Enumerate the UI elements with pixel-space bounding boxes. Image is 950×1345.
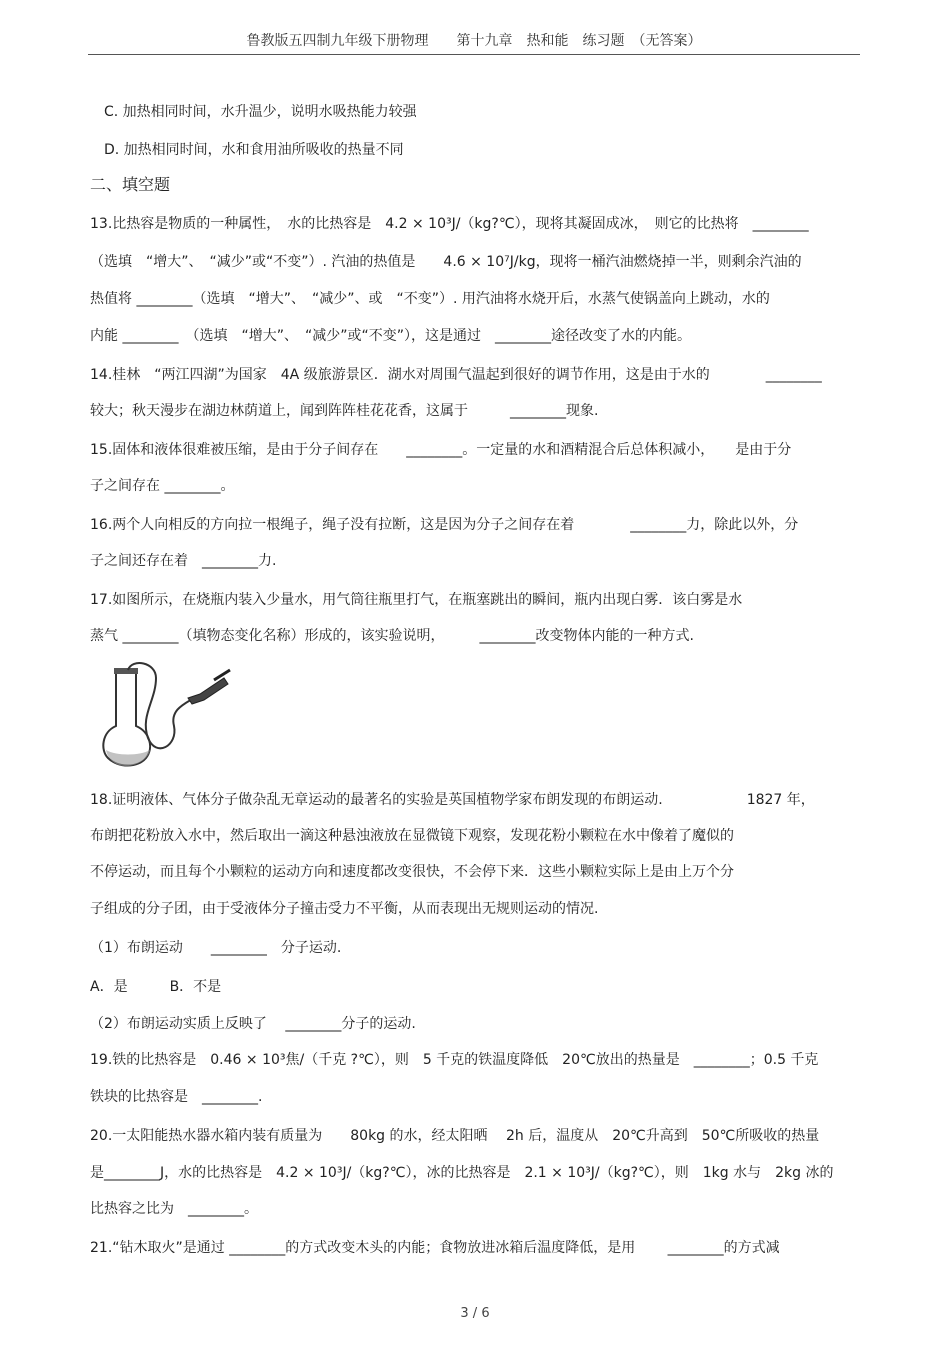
page-header: 鲁教版五四制九年级下册物理 第十九章 热和能 练习题 （无答案） (246, 33, 702, 49)
q13-line4: 内能 ________ （选填 “增大”、 “减少”或“不变”），这是通过 ________途径改变了水的内能。 (90, 328, 691, 344)
q18-line4: 子组成的分子团，由于受液体分子撞击受力不平衡，从而表现出无规则运动的情况. (90, 901, 599, 917)
q18-line3: 不停运动，而且每个小颗粒的运动方向和速度都改变很快，不会停下来．这些小颗粒实际上是由上万个分 (90, 864, 734, 880)
q18-line1: 18.证明液体、气体分子做杂乱无章运动的最著名的实验是英国植物学家布朗发现的布朗运动. 1827 年， (90, 792, 815, 808)
q16-line1: 16.两个人向相反的方向拉一根绳子，绳子没有拉断，这是因为分子之间存在着 ________力，除此以外，分 (90, 517, 799, 533)
q18-options: A．是 B．不是 (90, 979, 222, 995)
section-title: 二、填空题 (90, 175, 171, 194)
q18-sub1: （1）布朗运动 ________ 分子运动. (90, 940, 342, 956)
q13-line1: 13.比热容是物质的一种属性， 水的比热容是 4.2 × 10³J/（kg?℃），现将其凝固成冰， 则它的比热将 ________ (90, 216, 809, 232)
water-icon (106, 750, 150, 766)
q19-line1: 19.铁的比热容是 0.46 × 10³焦/（千克 ?℃），则 5 千克的铁温度降低 20℃放出的热量是 ________；0.5 千克 (90, 1052, 819, 1068)
q20-line3: 比热容之比为 ________。 (90, 1201, 258, 1217)
flask-and-pump-diagram (96, 660, 236, 772)
option-d: D. 加热相同时间，水和食用油所吸收的热量不同 (104, 142, 404, 158)
stopper-icon (114, 668, 138, 674)
q14-line1: 14.桂林 “两江四湖”为国家 4A 级旅游景区．湖水对周围气温起到很好的调节作用，这是由于水的 ________ (90, 367, 822, 383)
q19-line2: 铁块的比热容是 ________. (90, 1089, 263, 1105)
q21-line1: 21.“钻木取火”是通过 ________的方式改变木头的内能；食物放进冰箱后温度降低，是用 ________的方式减 (90, 1240, 780, 1256)
q13-line3: 热值将 ________（选填 “增大”、 “减少”、或 “不变”）. 用汽油将水烧开后，水蒸气使锅盖向上跳动，水的 (90, 291, 770, 307)
hose-icon (128, 663, 194, 748)
q15-line2: 子之间存在 ________。 (90, 478, 235, 494)
page-number: 3 / 6 (460, 1306, 490, 1321)
q18-sub2: （2）布朗运动实质上反映了 ________分子的运动. (90, 1016, 416, 1032)
q17-line1: 17.如图所示，在烧瓶内装入少量水，用气筒往瓶里打气，在瓶塞跳出的瞬间，瓶内出现白雾．该白雾是水 (90, 592, 743, 608)
q20-line1: 20.一太阳能热水器水箱内装有质量为 80kg 的水，经太阳晒 2h 后，温度从 20℃升高到 50℃所吸收的热量 (90, 1128, 820, 1144)
q20-line2: 是________J，水的比热容是 4.2 × 10³J/（kg?℃），冰的比热容是 2.1 × 10³J/（kg?℃），则 1kg 水与 2kg 冰的 (90, 1165, 834, 1181)
q13-line2: （选填 “增大”、 “减少”或“不变”）. 汽油的热值是 4.6 × 10⁷J/kg，现将一桶汽油燃烧掉一半，则剩余汽油的 (90, 254, 802, 270)
header-divider (88, 54, 860, 55)
q15-line1: 15.固体和液体很难被压缩，是由于分子间存在 ________。一定量的水和酒精混合后总体积减小， 是由于分 (90, 442, 792, 458)
flask-icon (103, 672, 150, 766)
option-c: C. 加热相同时间，水升温少，说明水吸热能力较强 (104, 104, 417, 120)
q17-line2: 蒸气 ________（填物态变化名称）形成的，该实验说明， ________改变物体内能的一种方式. (90, 628, 694, 644)
pump-icon (188, 678, 228, 704)
q18-line2: 布朗把花粉放入水中，然后取出一滴这种悬浊液放在显微镜下观察，发现花粉小颗粒在水中像着了魔似的 (90, 828, 734, 844)
q14-line2: 较大；秋天漫步在湖边林荫道上，闻到阵阵桂花花香，这属于 ________现象. (90, 403, 599, 419)
q16-line2: 子之间还存在着 ________力. (90, 553, 277, 569)
